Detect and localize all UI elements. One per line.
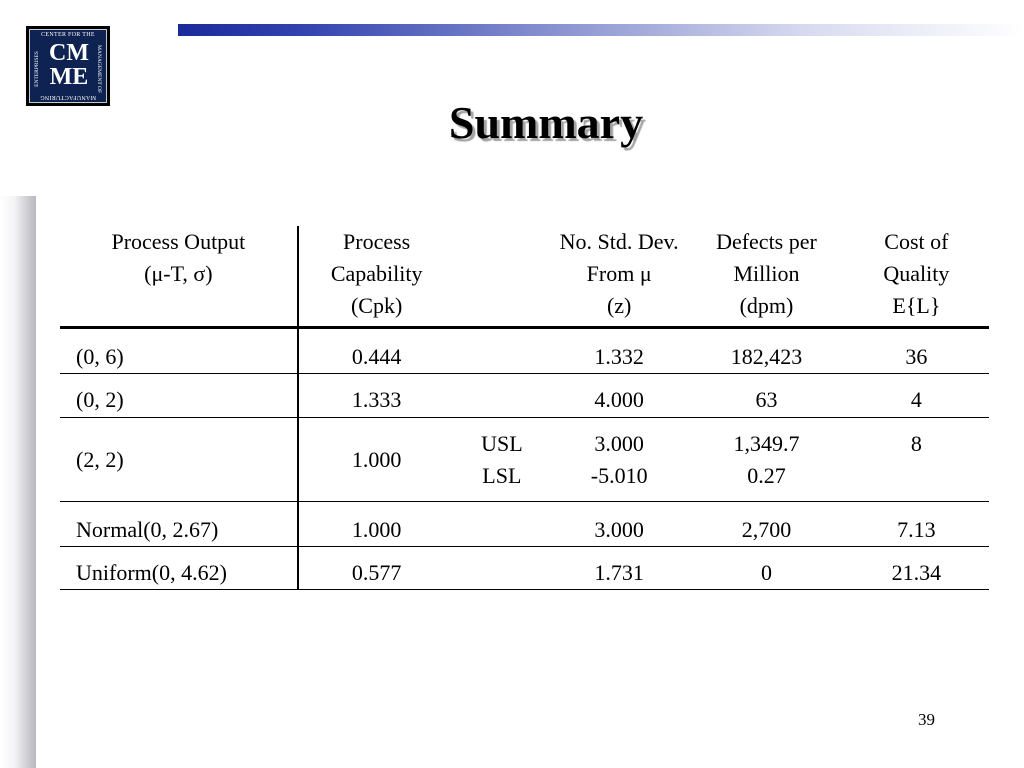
- cell-output: Normal(0, 2.67): [60, 502, 298, 547]
- limit-usl: USL: [481, 431, 523, 456]
- dpm-lsl: 0.27: [747, 463, 786, 488]
- cell-z: 3.000: [594, 517, 644, 542]
- cell-output: (0, 6): [60, 328, 298, 374]
- z-usl: 3.000: [594, 431, 644, 456]
- logo-ring-top: CENTER FOR THE: [41, 32, 95, 38]
- header-line: Capability: [330, 261, 423, 286]
- cell-cpk: 1.000: [351, 446, 402, 472]
- cell-dpm: 63: [755, 387, 778, 412]
- table-row: [60, 502, 989, 547]
- summary-table: [60, 226, 989, 590]
- header-process-output: [60, 226, 298, 328]
- cell-dpm: [689, 418, 844, 502]
- header-line: Quality: [883, 261, 950, 286]
- table-row: [60, 328, 989, 374]
- cell-limits: [455, 502, 550, 547]
- cell-cost: 36: [905, 344, 928, 369]
- cell-output: Uniform(0, 4.62): [60, 547, 298, 590]
- table-row: [60, 547, 989, 590]
- cell-cost: 8: [910, 431, 922, 456]
- dpm-usl: 1,349.7: [733, 431, 800, 456]
- header-cost-of-quality: [844, 226, 989, 328]
- header-process-capability: [298, 226, 455, 328]
- cell-cpk: 1.000: [351, 517, 402, 542]
- left-shadow-bar: [0, 196, 36, 768]
- header-line: No. Std. Dev.: [559, 229, 679, 254]
- cmme-logo: [26, 26, 110, 106]
- header-line: (Cpk): [350, 293, 403, 318]
- cell-cpk: 0.444: [351, 344, 402, 369]
- table-row: [60, 374, 989, 418]
- cell-cpk: 0.577: [351, 560, 402, 585]
- cell-cpk: 1.333: [351, 387, 402, 412]
- cell-z: [549, 418, 689, 502]
- cell-limits: [455, 418, 550, 502]
- logo-line-1: CM: [49, 40, 89, 66]
- cell-limits: [455, 328, 550, 374]
- cell-dpm: 0: [760, 560, 772, 585]
- cell-cost: 4: [910, 387, 922, 412]
- header-std-dev: [549, 226, 689, 328]
- header-line: E{L}: [892, 293, 941, 318]
- cell-cost: 21.34: [891, 560, 942, 585]
- header-line: Defects per: [716, 229, 817, 254]
- cell-limits: [455, 374, 550, 418]
- header-line: (μ-T, σ): [144, 261, 213, 286]
- table-header-row: [60, 226, 989, 328]
- logo-monogram: [42, 41, 96, 89]
- cell-limits: [455, 547, 550, 590]
- logo-ring-bottom: MANUFACTURING: [39, 94, 97, 100]
- cell-z: 1.731: [594, 560, 644, 585]
- logo-ring-left: ENTERPRISES: [34, 51, 40, 87]
- table-row: [60, 418, 989, 502]
- cell-output: (2, 2): [60, 418, 298, 502]
- page-number: 39: [918, 710, 935, 729]
- logo-badge: [29, 29, 107, 103]
- header-line: From μ: [586, 261, 652, 286]
- cell-z: 1.332: [594, 344, 644, 369]
- cell-z: 4.000: [594, 387, 644, 412]
- header-line: Cost of: [884, 229, 949, 254]
- header-gradient-bar: [178, 24, 1024, 36]
- header-line: Process Output: [111, 229, 246, 254]
- slide-title: Summary: [448, 97, 644, 148]
- header-line: (z): [606, 293, 632, 318]
- cell-cost: 7.13: [897, 517, 936, 542]
- cell-output: (0, 2): [60, 374, 298, 418]
- header-line: Process: [343, 229, 411, 254]
- header-line: Million: [733, 261, 800, 286]
- cell-dpm: 182,423: [730, 344, 803, 369]
- header-limits: [455, 226, 550, 328]
- header-defects: [689, 226, 844, 328]
- logo-line-2: ME: [49, 64, 89, 90]
- limit-lsl: LSL: [482, 463, 522, 488]
- header-line: (dpm): [739, 293, 794, 318]
- z-lsl: -5.010: [590, 463, 648, 488]
- cell-dpm: 2,700: [741, 517, 792, 542]
- logo-ring-right: MANAGEMENT OF: [96, 44, 102, 94]
